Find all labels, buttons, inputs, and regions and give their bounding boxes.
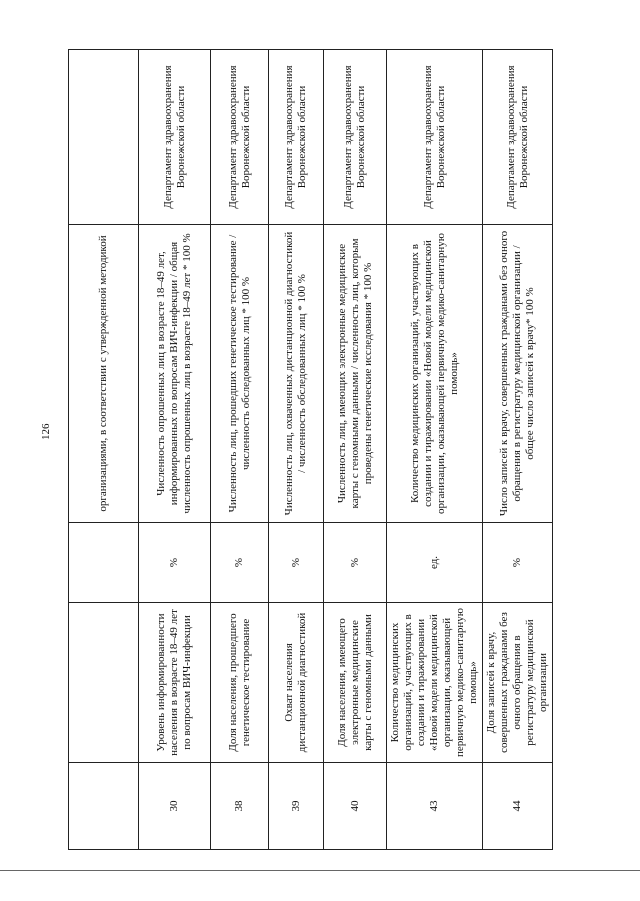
indicator-name: Доля записей к врачу, совершенных гражданами без очного обращения в регистратуру медицинской организации <box>483 603 553 763</box>
table-row <box>139 50 211 850</box>
row-id: 40 <box>324 763 387 850</box>
indicators-table <box>68 49 553 850</box>
row-id: 38 <box>211 763 269 850</box>
responsible: Департамент здравоохранения Воронежской области <box>483 50 553 225</box>
row-id: 30 <box>139 763 211 850</box>
row-id: 44 <box>483 763 553 850</box>
formula: Количество медицинских организаций, участвующих в создании и тиражировании «Новой модели медицинской организации, оказывающей первичную медико-санитарную помощь» <box>387 225 483 523</box>
indicator-name: Количество медицинских организаций, участвующих в создании и тиражировании «Новой модели медицинской организации, оказывающей первичную медико-санитарную помощь» <box>387 603 483 763</box>
cont-empty-unit <box>69 523 139 603</box>
continuation-text: организациями, в соответствии с утвержденной методикой <box>69 225 139 523</box>
row-id: 43 <box>387 763 483 850</box>
table-row <box>269 50 324 850</box>
unit: % <box>483 523 553 603</box>
rotated-table-wrapper <box>68 50 550 850</box>
responsible: Департамент здравоохранения Воронежской области <box>387 50 483 225</box>
formula: Численность опрошенных лиц в возрасте 18–49 лет, информированных по вопросам ВИЧ-инфекции / общая численность опрошенных лиц в возрасте 18–49 лет * 100 % <box>139 225 211 523</box>
table-row <box>324 50 387 850</box>
unit: % <box>211 523 269 603</box>
responsible: Департамент здравоохранения Воронежской области <box>324 50 387 225</box>
table-row <box>387 50 483 850</box>
formula: Численность лиц, имеющих электронные медицинские карты с геномными данными / численность лиц, которым проведены генетические исследования * 100 % <box>324 225 387 523</box>
unit: % <box>324 523 387 603</box>
unit: % <box>139 523 211 603</box>
table-row-continuation <box>69 50 139 850</box>
indicator-name: Доля населения, имеющего электронные медицинские карты с геномными данными <box>324 603 387 763</box>
cont-empty-name <box>69 603 139 763</box>
formula: Численность лиц, охваченных дистанционной диагностикой / численность обследованных лиц * 100 % <box>269 225 324 523</box>
responsible: Департамент здравоохранения Воронежской области <box>269 50 324 225</box>
page-number: 126 <box>40 423 52 440</box>
row-id: 39 <box>269 763 324 850</box>
table-row <box>211 50 269 850</box>
responsible: Департамент здравоохранения Воронежской области <box>211 50 269 225</box>
indicator-name: Уровень информированности населения в возрасте 18–49 лет по вопросам ВИЧ-инфекции <box>139 603 211 763</box>
indicator-name: Охват населения дистанционной диагностикой <box>269 603 324 763</box>
formula: Численность лиц, прошедших генетическое тестирование / численность обследованных лиц * 100 % <box>211 225 269 523</box>
unit: % <box>269 523 324 603</box>
formula: Число записей к врачу, совершенных гражданами без очного обращения в регистратуру медицинской организации / общее число записей к врачу* 100 % <box>483 225 553 523</box>
table-row <box>483 50 553 850</box>
responsible: Департамент здравоохранения Воронежской области <box>139 50 211 225</box>
indicator-name: Доля населения, прошедшего генетическое тестирование <box>211 603 269 763</box>
cont-empty-responsible <box>69 50 139 225</box>
unit: ед. <box>387 523 483 603</box>
cont-empty-id <box>69 763 139 850</box>
bottom-rule <box>0 870 640 871</box>
